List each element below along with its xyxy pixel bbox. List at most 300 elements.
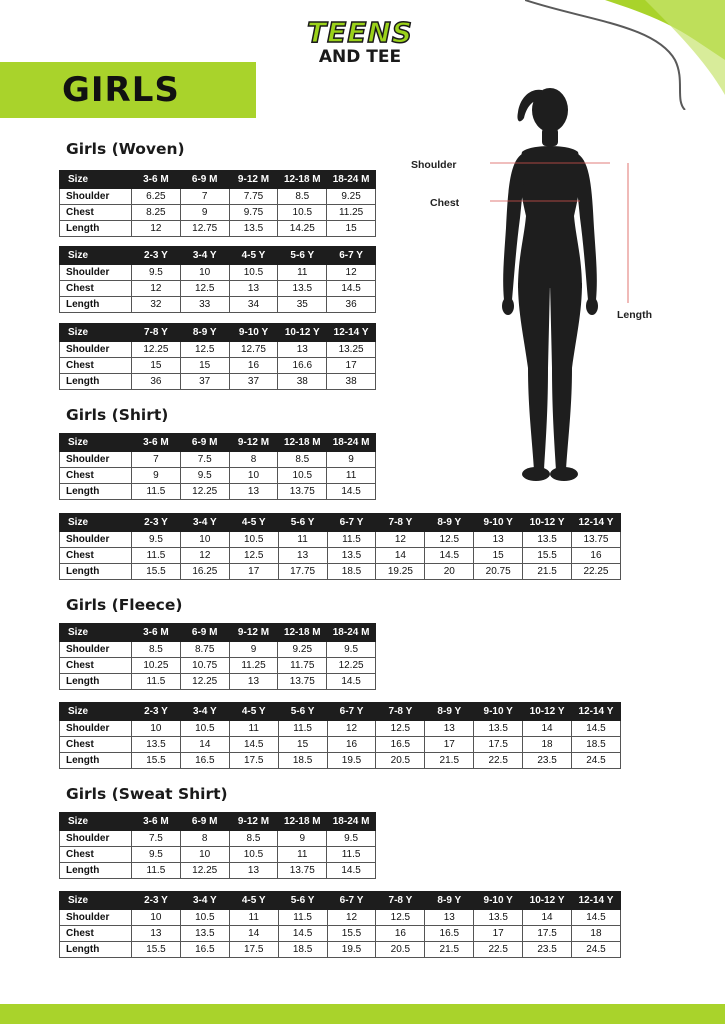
row-label: Length: [60, 374, 132, 390]
table-cell: 10-12 Y: [278, 324, 327, 342]
table-cell: 9.5: [132, 265, 181, 281]
table-cell: 13.5: [180, 926, 229, 942]
table-cell: 8.5: [132, 642, 181, 658]
page-heading: GIRLS: [62, 70, 180, 110]
table-header-row: [60, 514, 621, 532]
row-label: Shoulder: [60, 721, 132, 737]
table-cell: 36: [132, 374, 181, 390]
table-cell: 3-4 Y: [180, 703, 229, 721]
table-cell: 12.5: [229, 548, 278, 564]
table-cell: 9-10 Y: [474, 892, 523, 910]
brand-logo: [300, 18, 420, 70]
table-cell: 4-5 Y: [229, 514, 278, 532]
table-cell: 18-24 M: [327, 171, 376, 189]
table-row: [60, 942, 621, 958]
row-label: Shoulder: [60, 265, 132, 281]
table-cell: 12.5: [180, 342, 229, 358]
table-cell: 22.5: [474, 942, 523, 958]
size-table-fleece-infant: [59, 623, 376, 690]
table-cell: 18.5: [572, 737, 621, 753]
table-cell: 8.5: [278, 452, 327, 468]
row-label: Chest: [60, 468, 132, 484]
section-title-shirt: Girls (Shirt): [66, 406, 169, 424]
table-cell: 13.5: [278, 281, 327, 297]
row-label: Size: [60, 324, 132, 342]
table-cell: 11.5: [327, 847, 376, 863]
table-row: [60, 863, 376, 879]
table-cell: 13.5: [132, 737, 181, 753]
table-cell: 13.5: [474, 910, 523, 926]
table-cell: 13: [229, 863, 278, 879]
table-cell: 12-14 Y: [572, 703, 621, 721]
table-row: [60, 910, 621, 926]
table-cell: 16: [376, 926, 425, 942]
size-table-sweat-infant: [59, 812, 376, 879]
table-cell: 15.5: [327, 926, 376, 942]
table-cell: 16.5: [180, 942, 229, 958]
table-cell: 11: [327, 468, 376, 484]
table-cell: 9-12 M: [229, 624, 278, 642]
table-cell: 12: [327, 721, 376, 737]
table-cell: 8: [229, 452, 278, 468]
table-cell: 9-12 M: [229, 434, 278, 452]
table-cell: 12-14 Y: [572, 892, 621, 910]
table-cell: 13: [229, 674, 278, 690]
table-row: [60, 721, 621, 737]
table-cell: 11.5: [132, 863, 181, 879]
table-cell: 10: [132, 910, 181, 926]
logo-bottom-text: AND TEE: [318, 47, 402, 67]
row-label: Chest: [60, 926, 132, 942]
table-cell: 8.5: [229, 831, 278, 847]
shoulder-label: Shoulder: [411, 159, 457, 171]
table-cell: 9.25: [278, 642, 327, 658]
table-header-row: [60, 171, 376, 189]
table-cell: 14.5: [425, 548, 474, 564]
table-cell: 9.5: [132, 847, 181, 863]
row-label: Size: [60, 892, 132, 910]
table-cell: 17: [474, 926, 523, 942]
table-cell: 16: [327, 737, 376, 753]
table-cell: 12.5: [425, 532, 474, 548]
table-cell: 10: [180, 265, 229, 281]
table-cell: 16: [229, 358, 278, 374]
table-row: [60, 737, 621, 753]
table-cell: 15: [180, 358, 229, 374]
table-cell: 19.5: [327, 753, 376, 769]
table-cell: 9: [180, 205, 229, 221]
table-cell: 21.5: [425, 753, 474, 769]
table-row: [60, 658, 376, 674]
size-table-woven-infant: [59, 170, 376, 237]
table-cell: 15.5: [523, 548, 572, 564]
table-cell: 11.5: [278, 721, 327, 737]
table-cell: 2-3 Y: [132, 703, 181, 721]
row-label: Shoulder: [60, 342, 132, 358]
table-cell: 8-9 Y: [425, 892, 474, 910]
table-row: [60, 532, 621, 548]
table-cell: 13.75: [278, 863, 327, 879]
table-row: [60, 753, 621, 769]
row-label: Size: [60, 624, 132, 642]
table-cell: 11: [278, 265, 327, 281]
table-row: [60, 205, 376, 221]
table-cell: 10-12 Y: [523, 703, 572, 721]
table-cell: 11.75: [278, 658, 327, 674]
row-label: Shoulder: [60, 452, 132, 468]
row-label: Shoulder: [60, 532, 132, 548]
table-cell: 4-5 Y: [229, 892, 278, 910]
table-cell: 17: [425, 737, 474, 753]
table-cell: 7-8 Y: [376, 514, 425, 532]
table-cell: 6-7 Y: [327, 892, 376, 910]
table-cell: 13: [474, 532, 523, 548]
table-cell: 12: [327, 910, 376, 926]
table-cell: 8.25: [132, 205, 181, 221]
table-cell: 10.5: [278, 468, 327, 484]
table-cell: 21.5: [425, 942, 474, 958]
table-cell: 16.6: [278, 358, 327, 374]
size-table-shirt-infant: [59, 433, 376, 500]
table-cell: 10.75: [180, 658, 229, 674]
table-cell: 12: [132, 281, 181, 297]
table-header-row: [60, 324, 376, 342]
table-cell: 14: [180, 737, 229, 753]
table-cell: 14.5: [572, 910, 621, 926]
row-label: Size: [60, 434, 132, 452]
table-cell: 10: [132, 721, 181, 737]
table-cell: 17.75: [278, 564, 327, 580]
table-cell: 6-7 Y: [327, 514, 376, 532]
table-cell: 3-6 M: [132, 171, 181, 189]
table-cell: 14: [376, 548, 425, 564]
table-cell: 9.25: [327, 189, 376, 205]
table-cell: 9.5: [327, 642, 376, 658]
table-cell: 13.75: [572, 532, 621, 548]
table-cell: 8-9 Y: [425, 514, 474, 532]
table-cell: 9-10 Y: [229, 324, 278, 342]
row-label: Chest: [60, 658, 132, 674]
table-row: [60, 674, 376, 690]
table-cell: 18: [523, 737, 572, 753]
table-cell: 14.5: [278, 926, 327, 942]
table-cell: 12.25: [180, 863, 229, 879]
table-cell: 14.25: [278, 221, 327, 237]
table-row: [60, 468, 376, 484]
table-cell: 5-6 Y: [278, 703, 327, 721]
table-cell: 9: [278, 831, 327, 847]
table-cell: 10.5: [180, 910, 229, 926]
table-cell: 12-18 M: [278, 434, 327, 452]
table-cell: 15: [474, 548, 523, 564]
size-table-shirt-kids: [59, 513, 621, 580]
table-cell: 13: [229, 484, 278, 500]
table-cell: 13.75: [278, 484, 327, 500]
row-label: Size: [60, 813, 132, 831]
girl-silhouette-figure: [490, 78, 630, 488]
table-cell: 6-9 M: [180, 813, 229, 831]
table-row: [60, 926, 621, 942]
row-label: Size: [60, 247, 132, 265]
table-cell: 15: [327, 221, 376, 237]
table-cell: 7.75: [229, 189, 278, 205]
table-row: [60, 342, 376, 358]
table-cell: 14.5: [327, 281, 376, 297]
table-header-row: [60, 892, 621, 910]
table-cell: 18: [572, 926, 621, 942]
table-cell: 11.5: [132, 674, 181, 690]
table-cell: 12-18 M: [278, 171, 327, 189]
table-cell: 13.5: [474, 721, 523, 737]
table-cell: 12.25: [132, 342, 181, 358]
table-cell: 18-24 M: [327, 434, 376, 452]
table-cell: 9-10 Y: [474, 703, 523, 721]
table-cell: 23.5: [523, 942, 572, 958]
table-cell: 5-6 Y: [278, 514, 327, 532]
table-cell: 11.25: [229, 658, 278, 674]
table-cell: 2-3 Y: [132, 892, 181, 910]
table-cell: 34: [229, 297, 278, 313]
table-cell: 13: [425, 910, 474, 926]
table-cell: 16.5: [425, 926, 474, 942]
table-cell: 12: [132, 221, 181, 237]
size-table-woven-kids-a: [59, 246, 376, 313]
table-cell: 13: [132, 926, 181, 942]
table-cell: 3-6 M: [132, 813, 181, 831]
chest-label: Chest: [430, 197, 460, 209]
table-cell: 10: [180, 532, 229, 548]
table-cell: 13: [278, 548, 327, 564]
table-cell: 4-5 Y: [229, 247, 278, 265]
table-cell: 17.5: [523, 926, 572, 942]
table-cell: 11.5: [278, 910, 327, 926]
table-cell: 12.5: [376, 721, 425, 737]
table-cell: 21.5: [523, 564, 572, 580]
table-cell: 17.5: [474, 737, 523, 753]
table-row: [60, 642, 376, 658]
table-cell: 9-12 M: [229, 171, 278, 189]
row-label: Size: [60, 171, 132, 189]
table-cell: 8-9 Y: [425, 703, 474, 721]
table-row: [60, 189, 376, 205]
table-cell: 11.5: [132, 484, 181, 500]
table-cell: 12.25: [327, 658, 376, 674]
table-cell: 6.25: [132, 189, 181, 205]
table-row: [60, 548, 621, 564]
table-cell: 32: [132, 297, 181, 313]
row-label: Chest: [60, 281, 132, 297]
table-cell: 24.5: [572, 942, 621, 958]
table-cell: 16.5: [180, 753, 229, 769]
table-row: [60, 374, 376, 390]
table-row: [60, 221, 376, 237]
table-cell: 19.25: [376, 564, 425, 580]
row-label: Length: [60, 564, 132, 580]
table-header-row: [60, 624, 376, 642]
table-row: [60, 452, 376, 468]
table-cell: 38: [327, 374, 376, 390]
table-cell: 12.75: [180, 221, 229, 237]
table-cell: 18-24 M: [327, 813, 376, 831]
table-cell: 16: [572, 548, 621, 564]
table-cell: 11.5: [327, 532, 376, 548]
table-cell: 2-3 Y: [132, 247, 181, 265]
table-cell: 16.5: [376, 737, 425, 753]
table-cell: 11: [278, 847, 327, 863]
row-label: Shoulder: [60, 642, 132, 658]
table-cell: 13.25: [327, 342, 376, 358]
table-cell: 7: [132, 452, 181, 468]
table-cell: 12-14 Y: [327, 324, 376, 342]
table-cell: 7: [180, 189, 229, 205]
table-cell: 20.5: [376, 753, 425, 769]
table-cell: 13.5: [327, 548, 376, 564]
table-cell: 15: [132, 358, 181, 374]
row-label: Chest: [60, 358, 132, 374]
row-label: Chest: [60, 548, 132, 564]
table-cell: 17: [229, 564, 278, 580]
table-cell: 11.25: [327, 205, 376, 221]
table-cell: 3-6 M: [132, 624, 181, 642]
table-cell: 11.5: [132, 548, 181, 564]
row-label: Length: [60, 863, 132, 879]
table-cell: 12-18 M: [278, 813, 327, 831]
table-row: [60, 484, 376, 500]
length-label: Length: [617, 309, 652, 321]
table-cell: 16.25: [180, 564, 229, 580]
row-label: Length: [60, 753, 132, 769]
table-cell: 3-4 Y: [180, 247, 229, 265]
heading-banner: [0, 62, 256, 118]
table-cell: 15.5: [132, 564, 181, 580]
table-cell: 12.75: [229, 342, 278, 358]
table-cell: 12: [376, 532, 425, 548]
table-cell: 12.5: [376, 910, 425, 926]
row-label: Length: [60, 297, 132, 313]
table-cell: 18.5: [327, 564, 376, 580]
table-cell: 17: [327, 358, 376, 374]
table-row: [60, 847, 376, 863]
table-cell: 14: [523, 910, 572, 926]
table-cell: 6-7 Y: [327, 703, 376, 721]
table-cell: 7-8 Y: [376, 892, 425, 910]
table-cell: 10.25: [132, 658, 181, 674]
table-cell: 12.5: [180, 281, 229, 297]
table-cell: 15: [278, 737, 327, 753]
table-cell: 9: [229, 642, 278, 658]
table-cell: 12.25: [180, 674, 229, 690]
table-cell: 14.5: [327, 484, 376, 500]
table-cell: 22.25: [572, 564, 621, 580]
table-cell: 9.5: [132, 532, 181, 548]
row-label: Chest: [60, 847, 132, 863]
table-cell: 12.25: [180, 484, 229, 500]
table-header-row: [60, 247, 376, 265]
table-cell: 13.5: [523, 532, 572, 548]
table-cell: 10: [229, 468, 278, 484]
table-cell: 10.5: [180, 721, 229, 737]
table-cell: 14.5: [327, 863, 376, 879]
table-cell: 17.5: [229, 753, 278, 769]
size-table-woven-kids-b: [59, 323, 376, 390]
table-cell: 8: [180, 831, 229, 847]
size-table-fleece-kids: [59, 702, 621, 769]
row-label: Shoulder: [60, 910, 132, 926]
footer-accent-bar: [0, 1004, 725, 1024]
table-cell: 9.5: [327, 831, 376, 847]
row-label: Size: [60, 703, 132, 721]
table-cell: 12-14 Y: [572, 514, 621, 532]
table-cell: 8.75: [180, 642, 229, 658]
table-cell: 11: [278, 532, 327, 548]
table-cell: 18.5: [278, 753, 327, 769]
table-cell: 7-8 Y: [132, 324, 181, 342]
table-header-row: [60, 813, 376, 831]
table-cell: 13.75: [278, 674, 327, 690]
table-cell: 4-5 Y: [229, 703, 278, 721]
table-cell: 3-4 Y: [180, 892, 229, 910]
table-cell: 14.5: [572, 721, 621, 737]
table-cell: 15.5: [132, 753, 181, 769]
table-cell: 10-12 Y: [523, 892, 572, 910]
table-cell: 37: [229, 374, 278, 390]
table-cell: 9-10 Y: [474, 514, 523, 532]
table-cell: 12: [327, 265, 376, 281]
table-cell: 11: [229, 721, 278, 737]
table-cell: 9: [132, 468, 181, 484]
table-cell: 17.5: [229, 942, 278, 958]
table-cell: 9: [327, 452, 376, 468]
row-label: Length: [60, 674, 132, 690]
table-cell: 5-6 Y: [278, 892, 327, 910]
table-cell: 6-7 Y: [327, 247, 376, 265]
table-cell: 7.5: [132, 831, 181, 847]
table-cell: 9-12 M: [229, 813, 278, 831]
size-table-sweat-kids: [59, 891, 621, 958]
row-label: Length: [60, 221, 132, 237]
table-cell: 10.5: [229, 265, 278, 281]
table-cell: 38: [278, 374, 327, 390]
row-label: Shoulder: [60, 831, 132, 847]
table-cell: 20.75: [474, 564, 523, 580]
section-title-fleece: Girls (Fleece): [66, 596, 183, 614]
table-cell: 33: [180, 297, 229, 313]
row-label: Chest: [60, 737, 132, 753]
table-cell: 6-9 M: [180, 434, 229, 452]
table-cell: 3-6 M: [132, 434, 181, 452]
table-cell: 37: [180, 374, 229, 390]
table-cell: 14.5: [327, 674, 376, 690]
table-cell: 20: [425, 564, 474, 580]
table-cell: 18-24 M: [327, 624, 376, 642]
table-row: [60, 831, 376, 847]
table-cell: 11: [229, 910, 278, 926]
row-label: Shoulder: [60, 189, 132, 205]
table-cell: 36: [327, 297, 376, 313]
table-row: [60, 358, 376, 374]
table-cell: 35: [278, 297, 327, 313]
table-cell: 7-8 Y: [376, 703, 425, 721]
table-cell: 13: [278, 342, 327, 358]
table-row: [60, 297, 376, 313]
table-cell: 10.5: [229, 532, 278, 548]
table-cell: 20.5: [376, 942, 425, 958]
table-row: [60, 564, 621, 580]
table-cell: 6-9 M: [180, 624, 229, 642]
table-cell: 12-18 M: [278, 624, 327, 642]
table-cell: 9.75: [229, 205, 278, 221]
table-header-row: [60, 703, 621, 721]
